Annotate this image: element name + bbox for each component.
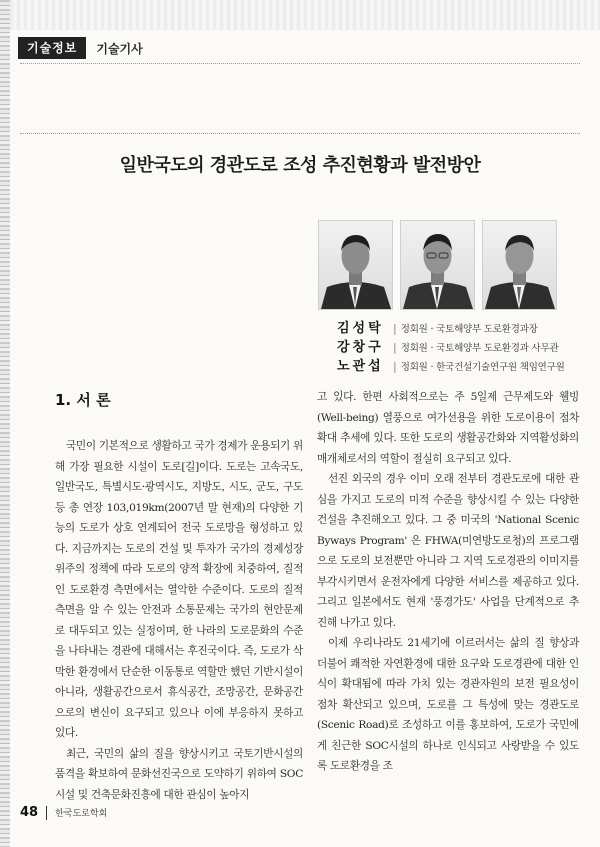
section-heading: 1. 서 론 [55, 391, 111, 409]
journal-name: 한국도로학회 [55, 809, 108, 819]
body-paragraph: 이제 우리나라도 21세기에 이르러서는 삶의 질 향상과 더불어 쾌적한 자연환경에 대한 요구와 도로경관에 대한 인식이 확대됨에 따라 가치 있는 경관자원의 보전 필요성이 점차 확산되고 있으며, 도로를 그 특성에 맞는 경관도로(Scenic Road)로 조성하고 이를 홍보하여, 도로가 국민에게 친근한 SOC시설의 하나로 인식되고 사랑받을 수 있도록 도로환경을 조 [317, 637, 579, 772]
author-affiliation: 정회원 · 한국건설기술연구원 책임연구원 [400, 362, 565, 373]
body-paragraph: 국민이 기본적으로 생활하고 국가 경제가 운용되기 위해 가장 필요한 시설이 도로[길]이다. 도로는 고속국도, 일반국도, 특별시도·광역시도, 지방도, 시도, 군도, 구도 등 총 연장 103,019km(2007년 말 현재)의 다양한 기능의 도로가 상호 연계되어 전국 도로망을 형성하고 있다. 지금까지는 도로의 건설 및 투자가 국가의 경제성장 위주의 정책에 따라 도로의 양적 확장에 치중하여, 질적인 도로환경 측면에서는 열악한 수준이다. 도로의 질적 측면을 알 수 있는 안전과 소통문제는 국가의 현안문제로 대두되고 있는 실정이며, 한 나라의 도로문화의 수준을 나타내는 경관에 대해서는 후진국이다. 즉, 도로가 삭막한 환경에서 단순한 이동통로 역할만 했던 기반시설이 아니라, 생활공간으로서 휴식공간, 조망공간, 문화공간으로의 변신이 요구되고 있으나 이에 부응하지 못하고 있다. [55, 440, 303, 739]
article-title: 일반국도의 경관도로 조성 추진현황과 발전방안 [119, 155, 481, 176]
section-subtitle: 기술기사 [96, 41, 143, 56]
author-photos [318, 220, 557, 310]
divider [20, 63, 580, 64]
author-list [337, 317, 592, 374]
top-band [10, 0, 600, 30]
author-photo [482, 220, 557, 310]
author-affiliation: 정회원 · 국토해양부 도로환경과장 [400, 324, 538, 335]
section-header [18, 37, 143, 59]
author-name: 김성탁 [337, 321, 384, 336]
author-name: 강창구 [337, 340, 384, 355]
author-entry [337, 355, 592, 374]
author-entry [337, 317, 592, 336]
page-number: 48 [20, 805, 39, 820]
footer-divider [46, 806, 47, 820]
divider [20, 133, 580, 134]
page-footer [20, 805, 107, 820]
author-photo [318, 220, 393, 310]
body-paragraph: 선진 외국의 경우 이미 오래 전부터 경관도로에 대한 관심을 가지고 도로의 미적 수준을 향상시킬 수 있는 다양한 건설을 추진해오고 있다. 그 중 미국의 'National Scenic Byways Program' 은 FHWA(미연방도로청)의 프로그램으로 도로의 보전뿐만 아니라 그 지역 도로경관의 이미지를 부각시키면서 운전자에게 다양한 서비스를 제공하고 있다. 그리고 일본에서도 현재 '풍경가도' 사업을 단계적으로 추진해 나가고 있다. [317, 473, 579, 629]
page-edge-texture [0, 0, 10, 847]
body-paragraph: 최근, 국민의 삶의 질을 향상시키고 국토기반시설의 품격을 확보하여 문화선진국으로 도약하기 위하여 SOC시설 및 건축문화진흥에 대한 관심이 높아지 [55, 747, 303, 801]
left-column [55, 385, 303, 805]
section-tag: 기술정보 [18, 37, 86, 59]
body-paragraph: 고 있다. 한편 사회적으로는 주 5일제 근무제도와 웰빙(Well-being) 열풍으로 여가선용을 위한 도로이용이 점차 확대 추세에 있다. 또한 도로의 생활공간화와 지역활성화의 매개체로서의 역할이 절실히 요구되고 있다. [317, 391, 579, 465]
author-affiliation: 정회원 · 국토해양부 도로환경과 사무관 [400, 343, 559, 354]
author-separator: | [393, 322, 397, 335]
author-photo [400, 220, 475, 310]
right-column [317, 387, 579, 777]
author-separator: | [393, 360, 397, 373]
author-entry [337, 336, 592, 355]
author-name: 노관섭 [337, 359, 384, 374]
author-separator: | [393, 341, 397, 354]
